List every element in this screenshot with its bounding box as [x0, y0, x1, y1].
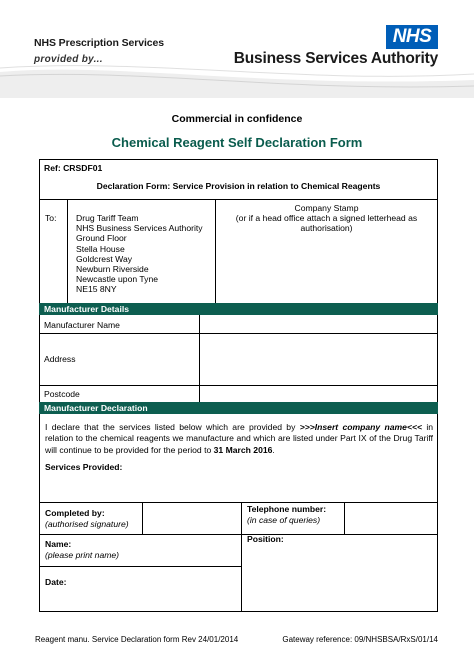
- nhs-logo: NHS: [386, 25, 438, 49]
- company-stamp-area[interactable]: [215, 203, 438, 234]
- declaration-text: I declare that the services listed below which are provided by: [45, 422, 300, 432]
- postcode-field[interactable]: [200, 386, 437, 403]
- telephone-field[interactable]: [345, 503, 437, 533]
- stamp-title: Company Stamp: [294, 203, 359, 213]
- company-name-placeholder[interactable]: >>>Insert company name<<<: [299, 422, 423, 432]
- org-name: NHS Prescription Services: [34, 37, 164, 49]
- page-header: [0, 0, 474, 100]
- address-line: Newburn Riverside: [76, 264, 149, 275]
- name-label-group: [45, 539, 119, 560]
- authority-name: Business Services Authority: [233, 50, 438, 67]
- address-label: Address: [44, 354, 76, 364]
- provided-by-text: provided by...: [34, 54, 103, 65]
- services-provided-field[interactable]: [40, 473, 437, 501]
- telephone-note: (in case of queries): [247, 514, 321, 525]
- manufacturer-declaration-header: Manufacturer Declaration: [39, 402, 438, 414]
- declaration-text: .: [272, 444, 275, 455]
- telephone-label-group: [247, 504, 326, 525]
- address-line: Goldcrest Way: [76, 253, 133, 264]
- page-title: Chemical Reagent Self Declaration Form: [111, 135, 363, 150]
- nhs-prescription-services-brand: [34, 37, 164, 65]
- completed-by-label-group: [45, 508, 129, 529]
- telephone-label: Telephone number:: [247, 504, 327, 514]
- stamp-note: (or if a head office attach a signed letterhead as authorisation): [235, 213, 418, 234]
- address-line: Stella House: [76, 243, 125, 254]
- manufacturer-name-field[interactable]: [200, 316, 437, 332]
- position-field[interactable]: [242, 547, 437, 611]
- address-field[interactable]: [200, 334, 437, 384]
- form-revision: Reagent manu. Service Declaration form Rev 24/01/2014: [35, 635, 239, 644]
- recipient-address: [76, 213, 203, 295]
- services-provided-label: Services Provided:: [45, 462, 123, 472]
- date-field[interactable]: [79, 569, 240, 611]
- declaration-form: [39, 159, 438, 612]
- declaration-heading: Declaration Form: Service Provision in relation to Chemical Reagents: [96, 181, 381, 191]
- to-label: To:: [45, 213, 57, 223]
- name-label: Name:: [45, 539, 72, 549]
- period-end-date: 31 March 2016: [213, 444, 273, 455]
- address-line: NE15 8NY: [76, 284, 117, 295]
- date-label: Date:: [45, 577, 67, 587]
- completed-by-label: Completed by:: [45, 508, 105, 518]
- address-line: Drug Tariff Team: [76, 213, 139, 223]
- gateway-reference: Gateway reference: 09/NHSBSA/RxS/01/14: [282, 635, 438, 644]
- completed-by-note: (authorised signature): [45, 518, 129, 529]
- confidential-label: Commercial in confidence: [171, 113, 303, 125]
- ref-number: Ref: CRSDF01: [44, 163, 103, 173]
- divider: [39, 566, 241, 567]
- manufacturer-details-header: Manufacturer Details: [39, 303, 438, 315]
- signature-field[interactable]: [143, 503, 240, 533]
- address-line: Newcastle upon Tyne: [76, 274, 159, 285]
- declaration-text: in relation to the chemical reagents we manufacture and which are listed under Part IX of the Drug Tariff will continue to be provided for the period to: [45, 422, 434, 455]
- declaration-statement: [45, 422, 433, 456]
- manufacturer-name-label: Manufacturer Name: [44, 320, 120, 330]
- divider: [67, 199, 68, 303]
- divider: [39, 534, 438, 535]
- address-line: Ground Floor: [76, 233, 127, 244]
- name-note: (please print name): [45, 549, 120, 560]
- position-label: Position:: [247, 534, 284, 544]
- postcode-label: Postcode: [44, 389, 80, 399]
- address-line: NHS Business Services Authority: [76, 223, 203, 234]
- divider: [39, 199, 438, 200]
